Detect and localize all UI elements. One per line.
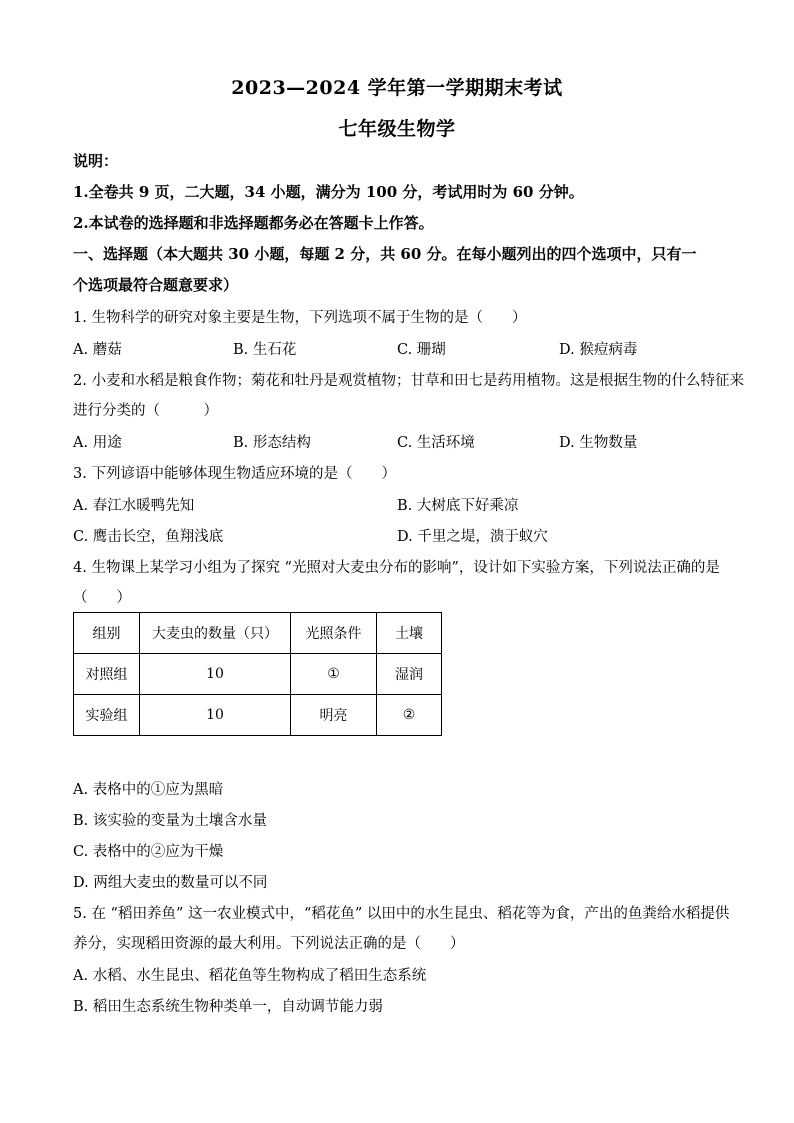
note-2: 2.本试卷的选择题和非选择题都务必在答题卡上作答。 [73, 214, 434, 232]
table-header-cell: 土壤 [377, 613, 442, 654]
exam-title: 2023—2024 学年第一学期期末考试 [231, 77, 563, 99]
q3-option-c: C. 鹰击长空，鱼翔浅底 [73, 529, 224, 545]
note-1: 1.全卷共 9 页，二大题，34 小题，满分为 100 分，考试用时为 60 分钟。 [73, 183, 584, 201]
notes-label: 说明： [73, 152, 119, 170]
table-header-cell: 大麦虫的数量（只） [140, 613, 291, 654]
q4-option-a: A. 表格中的①应为黑暗 [73, 782, 224, 798]
q3-option-b: B. 大树底下好乘凉 [397, 498, 519, 514]
q5-option-a: A. 水稻、水生昆虫、稻花鱼等生物构成了稻田生态系统 [73, 968, 427, 984]
table-row [74, 695, 442, 736]
q2-option-c: C. 生活环境 [397, 435, 475, 451]
q5-option-b: B. 稻田生态系统生物种类单一，自动调节能力弱 [73, 999, 383, 1015]
table-cell: 10 [140, 654, 291, 695]
q1-option-c: C. 珊瑚 [397, 342, 446, 358]
q2-stem-line2: 进行分类的（ ） [73, 403, 218, 419]
q2-option-b: B. 形态结构 [233, 435, 311, 451]
table-header-row [74, 613, 442, 654]
q1-option-d: D. 猴痘病毒 [559, 342, 638, 358]
subject-title: 七年级生物学 [338, 118, 456, 140]
q2-stem-line1: 2. 小麦和水稻是粮食作物；菊花和牡丹是观赏植物；甘草和田七是药用植物。这是根据生物的什么特征来 [73, 373, 744, 389]
table-cell: 对照组 [74, 654, 140, 695]
experiment-table [73, 612, 442, 736]
q4-option-d: D. 两组大麦虫的数量可以不同 [73, 875, 268, 891]
q2-option-d: D. 生物数量 [559, 435, 638, 451]
q5-stem-line2: 养分，实现稻田资源的最大利用。下列说法正确的是（ ） [73, 936, 465, 952]
q2-option-a: A. 用途 [73, 435, 122, 451]
table-cell: 明亮 [291, 695, 377, 736]
q3-option-d: D. 千里之堤，溃于蚁穴 [397, 529, 548, 545]
table-row [74, 654, 442, 695]
q5-stem-line1: 5. 在 “稻田养鱼” 这一农业模式中，“稻花鱼” 以田中的水生昆虫、稻花等为食，产出的鱼粪给水稻提供 [73, 906, 730, 922]
table-cell: ② [377, 695, 442, 736]
q1-option-a: A. 蘑菇 [73, 342, 122, 358]
q1-stem: 1. 生物科学的研究对象主要是生物，下列选项不属于生物的是（ ） [73, 310, 527, 326]
q3-stem: 3. 下列谚语中能够体现生物适应环境的是（ ） [73, 466, 396, 482]
table-cell: 10 [140, 695, 291, 736]
q4-option-c: C. 表格中的②应为干燥 [73, 844, 224, 860]
q4-option-b: B. 该实验的变量为土壤含水量 [73, 813, 267, 829]
table-header-cell: 组别 [74, 613, 140, 654]
table-cell: ① [291, 654, 377, 695]
q4-stem-line2: （ ） [73, 590, 131, 606]
table-cell: 实验组 [74, 695, 140, 736]
q1-option-b: B. 生石花 [233, 342, 297, 358]
q3-option-a: A. 春江水暖鸭先知 [73, 498, 195, 514]
table-cell: 湿润 [377, 654, 442, 695]
section-heading-line2: 个选项最符合题意要求） [73, 276, 239, 294]
table-header-cell: 光照条件 [291, 613, 377, 654]
section-heading-line1: 一、选择题（本大题共 30 小题，每题 2 分，共 60 分。在每小题列出的四个选项中，只有一 [73, 245, 697, 263]
q4-stem-line1: 4. 生物课上某学习小组为了探究 “光照对大麦虫分布的影响”，设计如下实验方案，下列说法正确的是 [73, 560, 720, 576]
